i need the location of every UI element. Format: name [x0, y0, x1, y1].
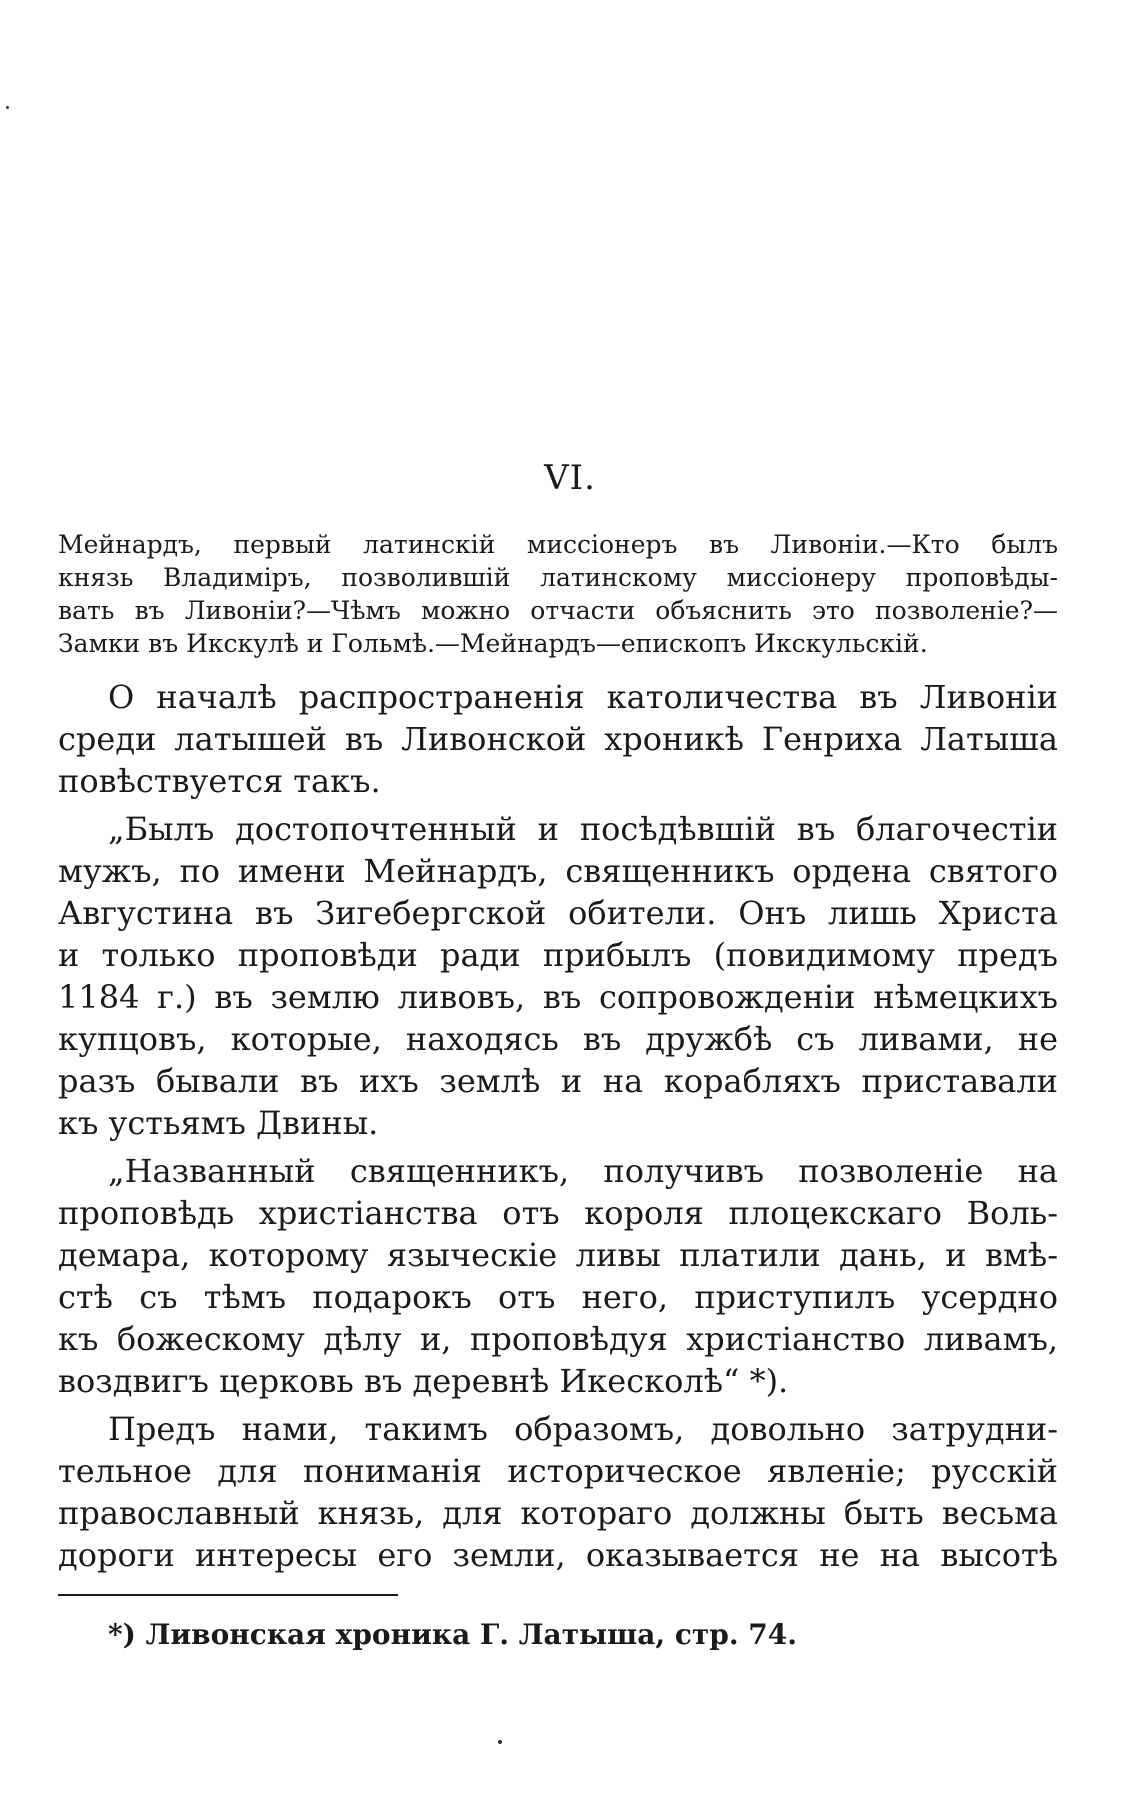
text-line: О началѣ распространенія католичества въ Ливоніи	[108, 678, 1058, 716]
summary-line: Мейнардъ, первый латинскій миссіонеръ въ Ливоніи.—Кто былъ	[58, 530, 1058, 559]
chapter-summary	[58, 528, 1058, 660]
text-line: и только проповѣди ради прибылъ (повидимому предъ	[58, 936, 1058, 974]
text-line: Августина въ Зигебергской обители. Онъ лишь Христа	[58, 894, 1058, 932]
summary-line: Замки въ Икскулѣ и Гольмѣ.—Мейнардъ—епископъ Икскульскій.	[58, 629, 928, 658]
summary-line: князь Владиміръ, позволившій латинскому миссіонеру проповѣды-	[58, 563, 1058, 592]
paragraph	[58, 1150, 1058, 1402]
text-line: воздвигъ церковь въ деревнѣ Икесколѣ“ *).	[58, 1362, 789, 1400]
text-line: демара, которому языческіе ливы платили дань, и вмѣ-	[58, 1236, 1058, 1274]
text-line: православный князь, для котораго должны быть весьма	[58, 1494, 1058, 1532]
text-line: „Названный священникъ, получивъ позволеніе на	[108, 1152, 1058, 1190]
footnote-divider	[58, 1594, 398, 1596]
text-line: 1184 г.) въ землю ливовъ, въ сопровожденіи нѣмецкихъ	[58, 978, 1058, 1016]
paragraph	[58, 808, 1058, 1144]
paragraph	[58, 676, 1058, 802]
print-speck	[6, 106, 9, 109]
footnote: *) Ливонская хроника Г. Латыша, стр. 74.	[108, 1618, 798, 1651]
text-line: среди латышей въ Ливонской хроникѣ Генриха Латыша	[58, 720, 1058, 758]
summary-line: вать въ Ливоніи?—Чѣмъ можно отчасти объяснить это позволеніе?—	[58, 596, 1058, 625]
paragraph	[58, 1408, 1058, 1576]
print-speck	[498, 1740, 502, 1744]
body-text	[58, 676, 1058, 1582]
text-line: дороги интересы его земли, оказывается не на высотѣ	[58, 1536, 1058, 1574]
text-line: тельное для пониманія историческое явленіе; русскій	[58, 1452, 1058, 1490]
text-line: разъ бывали въ ихъ землѣ и на корабляхъ приставали	[58, 1062, 1058, 1100]
chapter-number: VI.	[544, 458, 596, 498]
text-line: проповѣдь христіанства отъ короля плоцекскаго Воль-	[58, 1194, 1058, 1232]
text-line: стѣ съ тѣмъ подарокъ отъ него, приступилъ усердно	[58, 1278, 1058, 1316]
text-line: мужъ, по имени Мейнардъ, священникъ ордена святого	[58, 852, 1058, 890]
text-line: купцовъ, которые, находясь въ дружбѣ съ ливами, не	[58, 1020, 1058, 1058]
text-line: къ устьямъ Двины.	[58, 1104, 379, 1142]
text-line: къ божескому дѣлу и, проповѣдуя христіанство ливамъ,	[58, 1320, 1058, 1358]
text-line: Предъ нами, такимъ образомъ, довольно затрудни-	[108, 1410, 1058, 1448]
text-line: „Былъ достопочтенный и посѣдѣвшій въ благочестіи	[108, 810, 1058, 848]
text-line: повѣствуется такъ.	[58, 762, 381, 800]
